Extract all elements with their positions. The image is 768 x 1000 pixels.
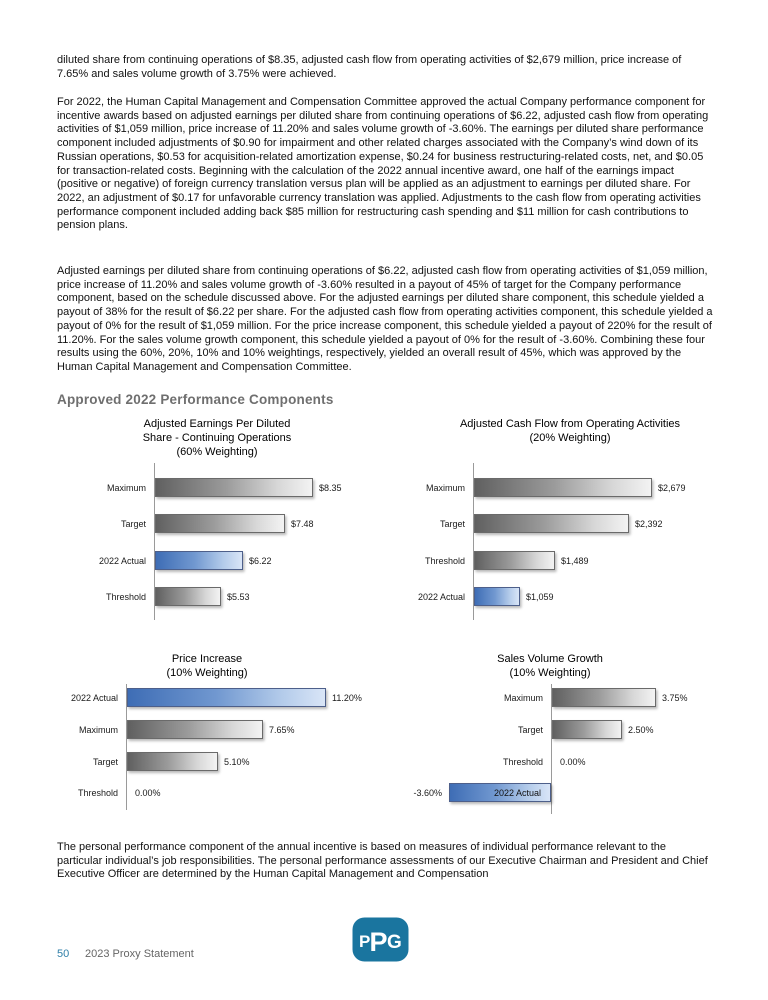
bar-value: $6.22 <box>249 556 272 566</box>
bar-row <box>57 720 392 739</box>
bar-maximum <box>127 720 295 739</box>
bar-label: Threshold <box>77 788 118 798</box>
bar-maximum <box>552 688 688 707</box>
bar-label: Target <box>92 757 118 767</box>
bar-value: $8.35 <box>319 483 342 493</box>
chart-weighting-label: (20% Weighting) <box>529 432 611 444</box>
chart-sales-volume-growth <box>400 648 758 823</box>
bar-row <box>57 514 392 533</box>
bar-row <box>57 478 392 497</box>
chart-price-increase <box>57 648 392 818</box>
chart-title <box>57 652 357 680</box>
bar-label: Threshold <box>502 757 543 767</box>
chart-title <box>400 417 740 445</box>
bar-label: 2022 Actual <box>493 788 541 798</box>
bar-2022-actual <box>155 551 272 570</box>
bar-value: 0.00% <box>135 788 161 798</box>
bar-2022-actual-negative <box>449 783 551 802</box>
section-heading: Approved 2022 Performance Components <box>57 392 334 407</box>
paragraph-4: The personal performance component of the annual incentive is based on measures of individual performance relevant to the particular individual’s job responsibilities. The personal performance assessments of our Executive Chairman and President and Chief Executive Officer are determined by the Human Capital Management and Compensation <box>57 841 708 881</box>
bar-value: $7.48 <box>291 519 314 529</box>
bar-target <box>552 720 654 739</box>
bar-row <box>400 514 758 533</box>
chart-title-line: Adjusted Earnings Per Diluted <box>143 418 291 430</box>
bar-row <box>57 587 392 606</box>
bar-label: Maximum <box>425 483 465 493</box>
bar-row <box>400 783 758 802</box>
document-title: 2023 Proxy Statement <box>85 948 194 960</box>
bar-value: $1,059 <box>526 592 554 602</box>
bar-value: $2,392 <box>635 519 663 529</box>
bar-value: 2.50% <box>628 725 654 735</box>
bar-row <box>57 783 392 802</box>
ppg-logo-letter-p2: P <box>369 927 388 957</box>
bar-value: 0.00% <box>560 757 586 767</box>
negative-bar-wrap <box>413 783 551 802</box>
bar-row <box>400 587 758 606</box>
bar-value: $2,679 <box>658 483 686 493</box>
bar-label: Threshold <box>105 592 146 602</box>
bar-value: 11.20% <box>332 693 362 703</box>
bar-row <box>57 752 392 771</box>
bar-row <box>400 688 758 707</box>
chart-title-line: Share - Continuing Operations <box>142 432 292 444</box>
paragraph-1: diluted share from continuing operations of $8.35, adjusted cash flow from operating activities of $2,679 million, price increase of 7.65% and sales volume growth of 3.75% were achieved. <box>57 54 682 80</box>
bar-maximum <box>474 478 686 497</box>
bar-2022-actual <box>474 587 554 606</box>
bar-value: 3.75% <box>662 693 688 703</box>
bar-label: Target <box>517 725 543 735</box>
bar-row <box>400 752 758 771</box>
bar-label: Maximum <box>503 693 543 703</box>
chart-title-line: Sales Volume Growth <box>497 653 603 665</box>
bar-value: $5.53 <box>227 592 250 602</box>
bar-label: Maximum <box>106 483 146 493</box>
bar-value: $1,489 <box>561 556 589 566</box>
bar-label: Target <box>120 519 146 529</box>
bar-label: 2022 Actual <box>417 592 465 602</box>
bar-label: 2022 Actual <box>98 556 146 566</box>
ppg-logo-letter-g: G <box>387 932 402 953</box>
bar-row <box>57 688 392 707</box>
ppg-logo-letter-p1: P <box>359 932 371 951</box>
bar-value: 7.65% <box>269 725 295 735</box>
chart-weighting-label: (60% Weighting) <box>176 446 258 458</box>
bar-label: Maximum <box>78 725 118 735</box>
bar-target <box>474 514 663 533</box>
bar-row <box>400 551 758 570</box>
bar-threshold <box>474 551 589 570</box>
bar-threshold <box>155 587 250 606</box>
chart-weighting-label: (10% Weighting) <box>166 667 248 679</box>
page-number: 50 <box>57 948 70 960</box>
chart-title <box>57 417 377 459</box>
bar-target <box>127 752 250 771</box>
bar-2022-actual <box>127 688 362 707</box>
chart-title-line: Price Increase <box>171 653 243 665</box>
chart-title-line: Adjusted Cash Flow from Operating Activities <box>459 418 681 430</box>
bar-target <box>155 514 314 533</box>
bar-label: Target <box>439 519 465 529</box>
paragraph-3: Adjusted earnings per diluted share from continuing operations of $6.22, adjusted cash flow from operating activities of $1,059 million, price increase of 11.20% and sales volume growth of -3.60% resulted in a payout of 45% of target for the Company performance component, based on the schedule discussed above. For the adjusted earnings per diluted share component, this schedule yielded a payout of 38% for the result of $6.22 per share. For the adjusted cash flow from operating activities component, this schedule yielded a payout of 0% for the result of $1,059 million. For the price increase component, this schedule yielded a payout of 220% for the result of 11.20%. For the sales volume growth component, this schedule yielded a payout of 0% for the result of -3.60%. Combining these four results using the 60%, 20%, 10% and 10% weightings, respectively, yielded an overall result of 45%, which was approved by the Human Capital Management and Compensation Committee. <box>57 265 713 373</box>
chart-adjusted-cash-flow <box>400 412 758 648</box>
chart-title <box>400 652 700 680</box>
bar-value: 5.10% <box>224 757 250 767</box>
ppg-logo <box>352 917 409 962</box>
chart-adjusted-eps <box>57 412 392 648</box>
chart-weighting-label: (10% Weighting) <box>509 667 591 679</box>
bar-maximum <box>155 478 342 497</box>
bar-label: Threshold <box>424 556 465 566</box>
bar-row <box>400 720 758 739</box>
bar-row <box>400 478 758 497</box>
bar-row <box>57 551 392 570</box>
paragraph-2: For 2022, the Human Capital Management and Compensation Committee approved the actual Company performance component for incentive awards based on adjusted earnings per diluted share from continuing operations of $6.22, adjusted cash flow from operating activities of $1,059 million, price increase of 11.20% and sales volume growth of -3.60%. The earnings per diluted share performance component included adjustments of $0.90 for impairment and other related charges associated with the Company’s wind down of its Russian operations, $0.53 for acquisition-related amortization expense, $0.24 for business restructuring-related costs, net, and $0.05 for transaction-related costs. Beginning with the calculation of the 2022 annual incentive award, one half of the earnings impact (positive or negative) of foreign currency translation versus plan will be applied as an adjustment to earnings per diluted share. For 2022, an adjustment of $0.17 for unfavorable currency translation was applied. Adjustments to the cash flow from operating activities performance component included adding back $85 million for restructuring cash spending and $11 million for cash contributions to pension plans. <box>57 96 709 232</box>
bar-value: -3.60% <box>413 788 442 798</box>
bar-label: 2022 Actual <box>70 693 118 703</box>
